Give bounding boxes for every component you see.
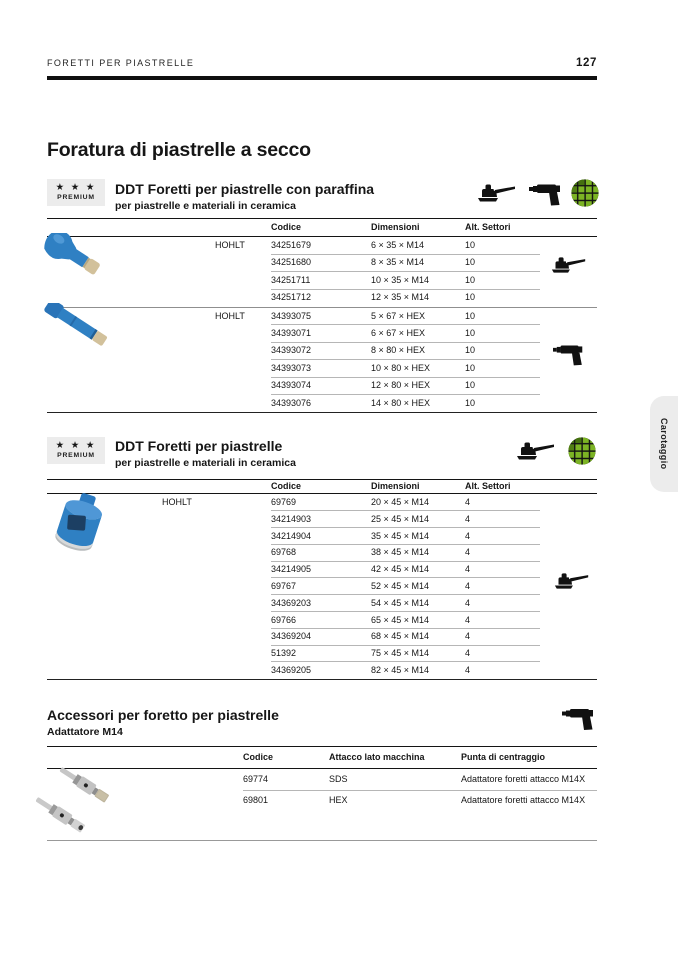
dimensioni-cell: 54 × 45 × M14 [371,597,430,608]
settori-cell: 10 [465,240,476,250]
col-settori: Alt. Settori [465,222,511,232]
running-header [47,57,597,69]
codice-cell: 34393074 [271,380,312,391]
settori-cell: 4 [465,513,471,524]
attacco-cell: SDS [329,774,348,784]
codice-cell: 69774 [243,774,269,784]
globe-icon [570,178,600,208]
dimensioni-cell: 12 × 35 × M14 [371,292,430,303]
codice-cell: 34393071 [271,327,312,338]
codice-cell: 69767 [271,580,297,591]
section-2-heading: DDT Foretti per piastrelle [115,438,283,454]
premium-label: PREMIUM [57,452,95,459]
settori-cell: 10 [465,327,476,338]
premium-stars: ★ ★ ★ [55,440,97,451]
table-row [47,395,597,412]
punta-cell: Adattatore foretti attacco M14X [461,795,586,805]
col-dimensioni: Dimensioni [371,222,420,232]
col-codice: Codice [243,752,274,762]
settori-cell: 4 [465,597,471,608]
brand-label: HOHLT [215,240,245,250]
dimensioni-cell: 38 × 45 × M14 [371,547,430,558]
section-3-heading: Accessori per foretto per piastrelle [47,707,279,723]
settori-cell: 10 [465,310,476,321]
dimensioni-cell: 20 × 45 × M14 [371,497,430,507]
settori-cell: 4 [465,614,471,625]
codice-cell: 34369205 [271,664,312,675]
dimensioni-cell: 75 × 45 × M14 [371,648,430,659]
section-2-header [115,438,296,469]
dimensioni-cell: 42 × 45 × M14 [371,564,430,575]
codice-cell: 34393076 [271,397,312,408]
product-image-foretto-corona [40,490,145,570]
settori-cell: 4 [465,564,471,575]
dimensioni-cell: 10 × 35 × M14 [371,274,430,285]
globe-icon [567,436,597,466]
settori-cell: 4 [465,497,471,507]
dimensioni-cell: 25 × 45 × M14 [371,513,430,524]
settori-cell: 10 [465,380,476,391]
brand-label: HOHLT [215,310,245,321]
table-row [47,628,597,645]
sander-icon [516,440,556,462]
drill-icon [562,705,598,731]
codice-cell: 34251680 [271,257,312,268]
premium-badge [47,179,105,206]
codice-cell: 34369204 [271,631,312,642]
section-1-subheading: per piastrelle e materiali in ceramica [115,200,296,212]
dimensioni-cell: 6 × 35 × M14 [371,240,425,250]
sander-icon [551,255,587,275]
dimensioni-cell: 68 × 45 × M14 [371,631,430,642]
dimensioni-cell: 65 × 45 × M14 [371,614,430,625]
settori-cell: 4 [465,530,471,541]
codice-cell: 69768 [271,547,297,558]
col-attacco: Attacco lato macchina [329,752,425,762]
settori-cell: 4 [465,580,471,591]
premium-badge [47,437,105,464]
codice-cell: 34369203 [271,597,312,608]
settori-cell: 4 [465,631,471,642]
col-codice: Codice [271,222,302,232]
codice-cell: 69766 [271,614,297,625]
dimensioni-cell: 8 × 80 × HEX [371,345,426,356]
codice-cell: 34393075 [271,310,312,321]
codice-cell: 69769 [271,497,297,507]
running-header-title: FORETTI PER PIASTRELLE [47,58,195,68]
attacco-cell: HEX [329,795,348,805]
codice-cell: 34393073 [271,362,312,373]
page-number: 127 [576,57,597,69]
dimensioni-cell: 10 × 80 × HEX [371,362,431,373]
codice-cell: 69801 [243,795,269,805]
table-row [47,662,597,679]
codice-cell: 51392 [271,648,297,659]
section-1-heading: DDT Foretti per piastrelle con paraffina [115,181,375,197]
drill-icon [553,342,587,366]
section-1-header [115,181,374,212]
dimensioni-cell: 14 × 80 × HEX [371,397,431,408]
codice-cell: 34251712 [271,292,312,303]
sander-icon [554,571,590,591]
col-punta: Punta di centraggio [461,752,546,762]
codice-cell: 34214905 [271,564,312,575]
table-row [47,645,597,662]
col-settori: Alt. Settori [465,481,511,491]
dimensioni-cell: 82 × 45 × M14 [371,664,430,675]
codice-cell: 34214904 [271,530,312,541]
section-3-subheading: Adattatore M14 [47,726,123,738]
settori-cell: 10 [465,292,476,303]
product-image-foretto-hex [44,303,159,368]
punta-cell: Adattatore foretti attacco M14X [461,774,586,784]
dimensioni-cell: 12 × 80 × HEX [371,380,431,391]
settori-cell: 4 [465,547,471,558]
codice-cell: 34393072 [271,345,312,356]
header-rule [47,76,597,80]
premium-stars: ★ ★ ★ [55,182,97,193]
dimensioni-cell: 8 × 35 × M14 [371,257,425,268]
tab-carotaggio [650,396,678,492]
brand-label: HOHLT [162,497,192,507]
drill-icon [529,181,565,206]
dimensioni-cell: 6 × 67 × HEX [371,327,426,338]
settori-cell: 10 [465,397,476,408]
codice-cell: 34251679 [271,240,312,250]
section-3-header [47,707,279,738]
codice-cell: 34251711 [271,274,311,285]
table-row [47,578,597,595]
sander-icon [477,182,517,204]
codice-cell: 34214903 [271,513,312,524]
col-codice: Codice [271,481,302,491]
col-dimensioni: Dimensioni [371,481,420,491]
dimensioni-cell: 35 × 45 × M14 [371,530,430,541]
product-image-foretto-paraffina-m14 [44,233,144,301]
settori-cell: 10 [465,257,476,268]
product-image-adattatori [36,760,136,852]
table-row [47,612,597,629]
settori-cell: 4 [465,648,471,659]
premium-label: PREMIUM [57,194,95,201]
settori-cell: 10 [465,345,476,356]
settori-cell: 10 [465,362,476,373]
settori-cell: 4 [465,664,471,675]
dimensioni-cell: 5 × 67 × HEX [371,310,426,321]
tab-carotaggio-label: Carotaggio [659,418,669,470]
dimensioni-cell: 52 × 45 × M14 [371,580,430,591]
table-row [47,377,597,394]
table-row [47,595,597,612]
page-title: Foratura di piastrelle a secco [47,139,311,161]
settori-cell: 10 [465,274,476,285]
section-2-subheading: per piastrelle e materiali in ceramica [115,457,296,469]
